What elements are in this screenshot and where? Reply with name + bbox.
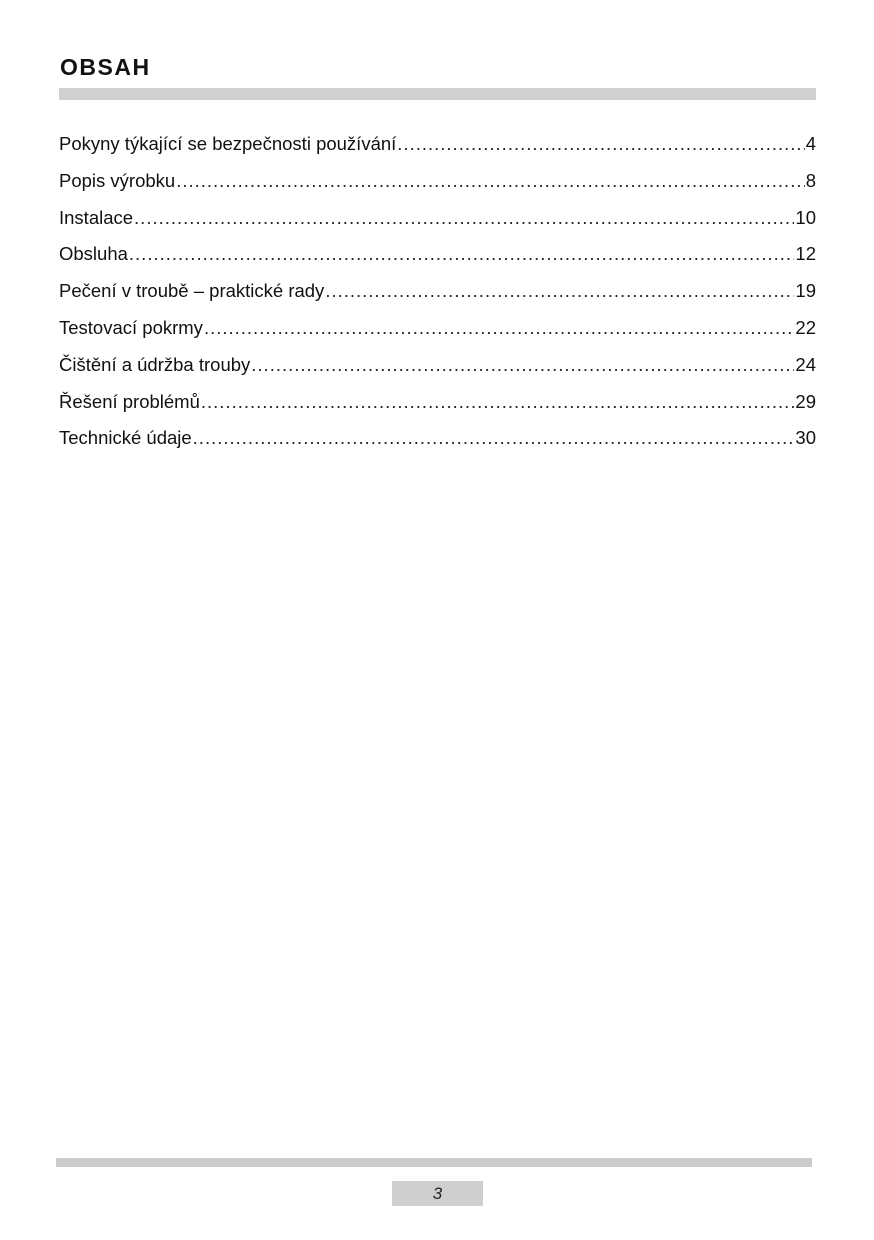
toc-entry-page: 19: [795, 280, 816, 302]
toc-entry-product-description[interactable]: [59, 170, 816, 207]
toc-entry-safety[interactable]: [59, 133, 816, 170]
toc-leader-dots: [176, 170, 805, 192]
toc-entry-page: 24: [795, 353, 816, 375]
toc-leader-dots: [251, 354, 794, 376]
toc-entry-label: Čištění a údržba trouby: [59, 353, 251, 375]
toc-entry-technical-data[interactable]: [59, 427, 816, 464]
title-divider: [59, 88, 816, 100]
toc-entry-page: 10: [795, 206, 816, 228]
toc-entry-label: Pečení v troubě – praktické rady: [59, 280, 325, 302]
toc-entry-page: 12: [795, 243, 816, 265]
toc-entry-page: 4: [805, 133, 816, 154]
page-title: OBSAH: [60, 54, 151, 80]
toc-leader-dots: [129, 243, 795, 265]
toc-entry-troubleshooting[interactable]: [59, 391, 816, 428]
toc-entry-label: Technické údaje: [59, 427, 192, 449]
toc-leader-dots: [134, 207, 794, 229]
toc-leader-dots: [193, 427, 795, 449]
toc-entry-cleaning[interactable]: [59, 354, 816, 391]
toc-leader-dots: [397, 133, 804, 155]
toc-leader-dots: [204, 317, 794, 339]
toc-entry-installation[interactable]: [59, 207, 816, 244]
toc-entry-operation[interactable]: [59, 243, 816, 280]
toc-entry-label: Obsluha: [59, 243, 128, 265]
toc-entry-label: Popis výrobku: [59, 169, 176, 191]
toc-entry-page: 8: [805, 169, 816, 191]
toc-entry-label: Pokyny týkající se bezpečnosti používání: [59, 133, 397, 154]
toc-entry-test-dishes[interactable]: [59, 317, 816, 354]
toc-entry-label: Instalace: [59, 206, 134, 228]
toc-entry-label: Testovací pokrmy: [59, 316, 203, 338]
toc-entry-label: Řešení problémů: [59, 390, 200, 412]
toc-leader-dots: [201, 391, 795, 413]
toc-leader-dots: [325, 280, 794, 302]
footer-divider: [56, 1158, 812, 1167]
toc-entry-page: 22: [795, 316, 816, 338]
toc-entry-page: 30: [795, 427, 816, 449]
page-number: 3: [392, 1181, 483, 1206]
toc-entry-baking-tips[interactable]: [59, 280, 816, 317]
toc-entry-page: 29: [795, 390, 816, 412]
table-of-contents: [59, 133, 816, 464]
